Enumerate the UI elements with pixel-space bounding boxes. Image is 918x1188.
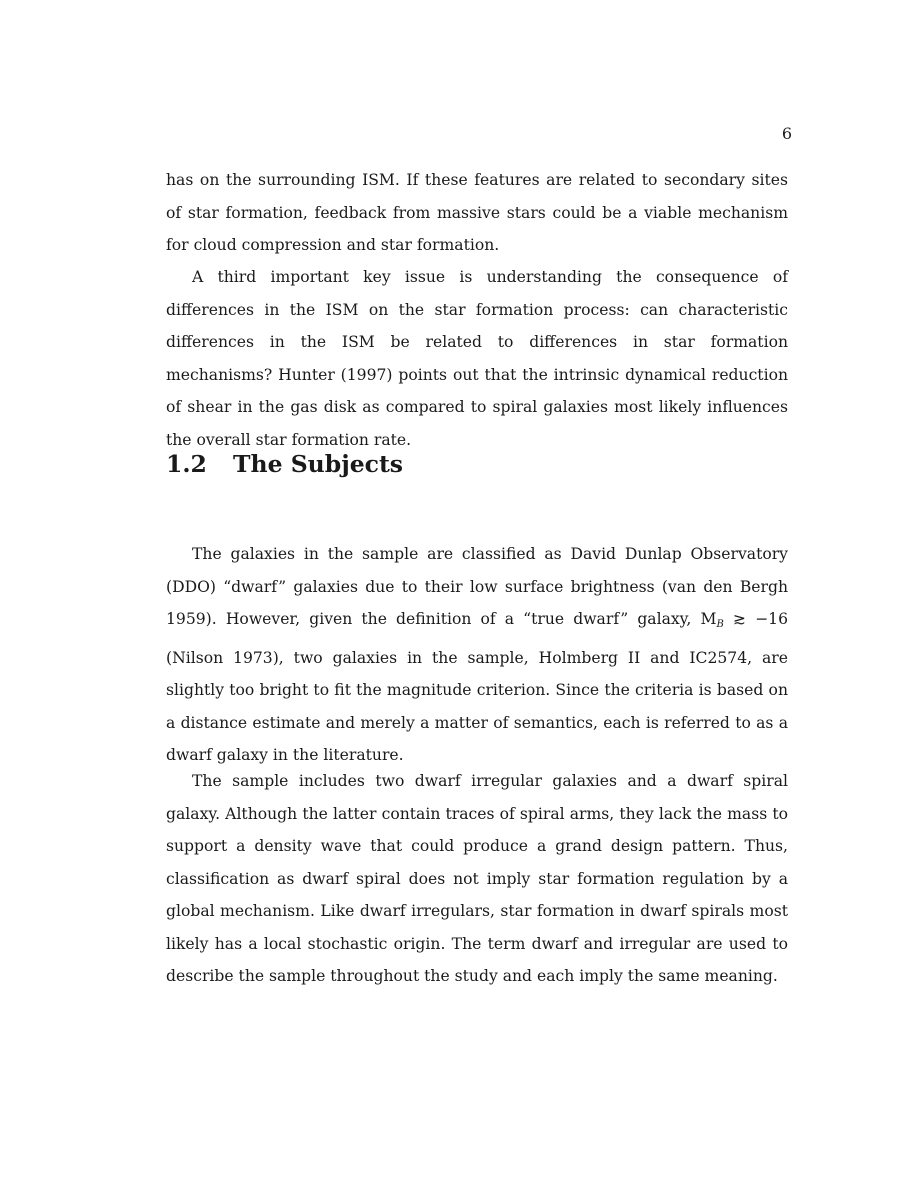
paragraph-3-part-b: (Nilson 1973), two galaxies in the sample, Holmberg II and IC2574, are slightly too bright to fit the magnitude criterion. Since the criteria is based on a distance estimate and merely a matter of semantics, each is referred to as a dwarf galaxy in the literature. — [166, 648, 788, 764]
paragraph-4-text: The sample includes two dwarf irregular galaxies and a dwarf spiral galaxy. Although the latter contain traces of spiral arms, they lack the mass to support a density wave that could produce a grand design pattern. Thus, classification as dwarf spiral does not imply star formation regulation by a global mechanism. Like dwarf irregulars, star formation in dwarf spirals most likely has a local stochastic origin. The term dwarf and irregular are used to describe the sample throughout the study and each imply the same meaning. — [166, 772, 788, 985]
paragraph-sample — [166, 765, 788, 993]
paragraph-classification — [166, 538, 788, 772]
page-number: 6 — [781, 124, 792, 143]
paragraph-2-text: A third important key issue is understanding the consequence of differences in the ISM on the star formation process: can characteristic differences in the ISM be related to differences in star formation mechanisms? Hunter (1997) points out that the intrinsic dynamical reduction of shear in the gas disk as compared to spiral galaxies most likely influences the overall star formation rate. — [166, 268, 788, 449]
paragraph-3-text — [166, 538, 788, 772]
paragraph-1-text: has on the surrounding ISM. If these features are related to secondary sites of star formation, feedback from massive stars could be a viable mechanism for cloud compression and star formation. — [166, 171, 788, 254]
paragraph-key-issue — [166, 261, 788, 456]
paragraph-continuation — [166, 164, 788, 262]
section-number: 1.2 — [166, 450, 207, 478]
section-title: The Subjects — [233, 450, 404, 478]
paragraph-3-part-a: The galaxies in the sample are classified as David Dunlap Observatory (DDO) “dwarf” galaxies due to their low surface brightness (van den Bergh 1959). However, given the definition of a “true dwarf” galaxy, M — [166, 545, 788, 628]
section-heading — [166, 450, 403, 478]
magnitude-relation: ≳ −16 — [723, 610, 789, 628]
magnitude-subscript: B — [716, 619, 724, 630]
